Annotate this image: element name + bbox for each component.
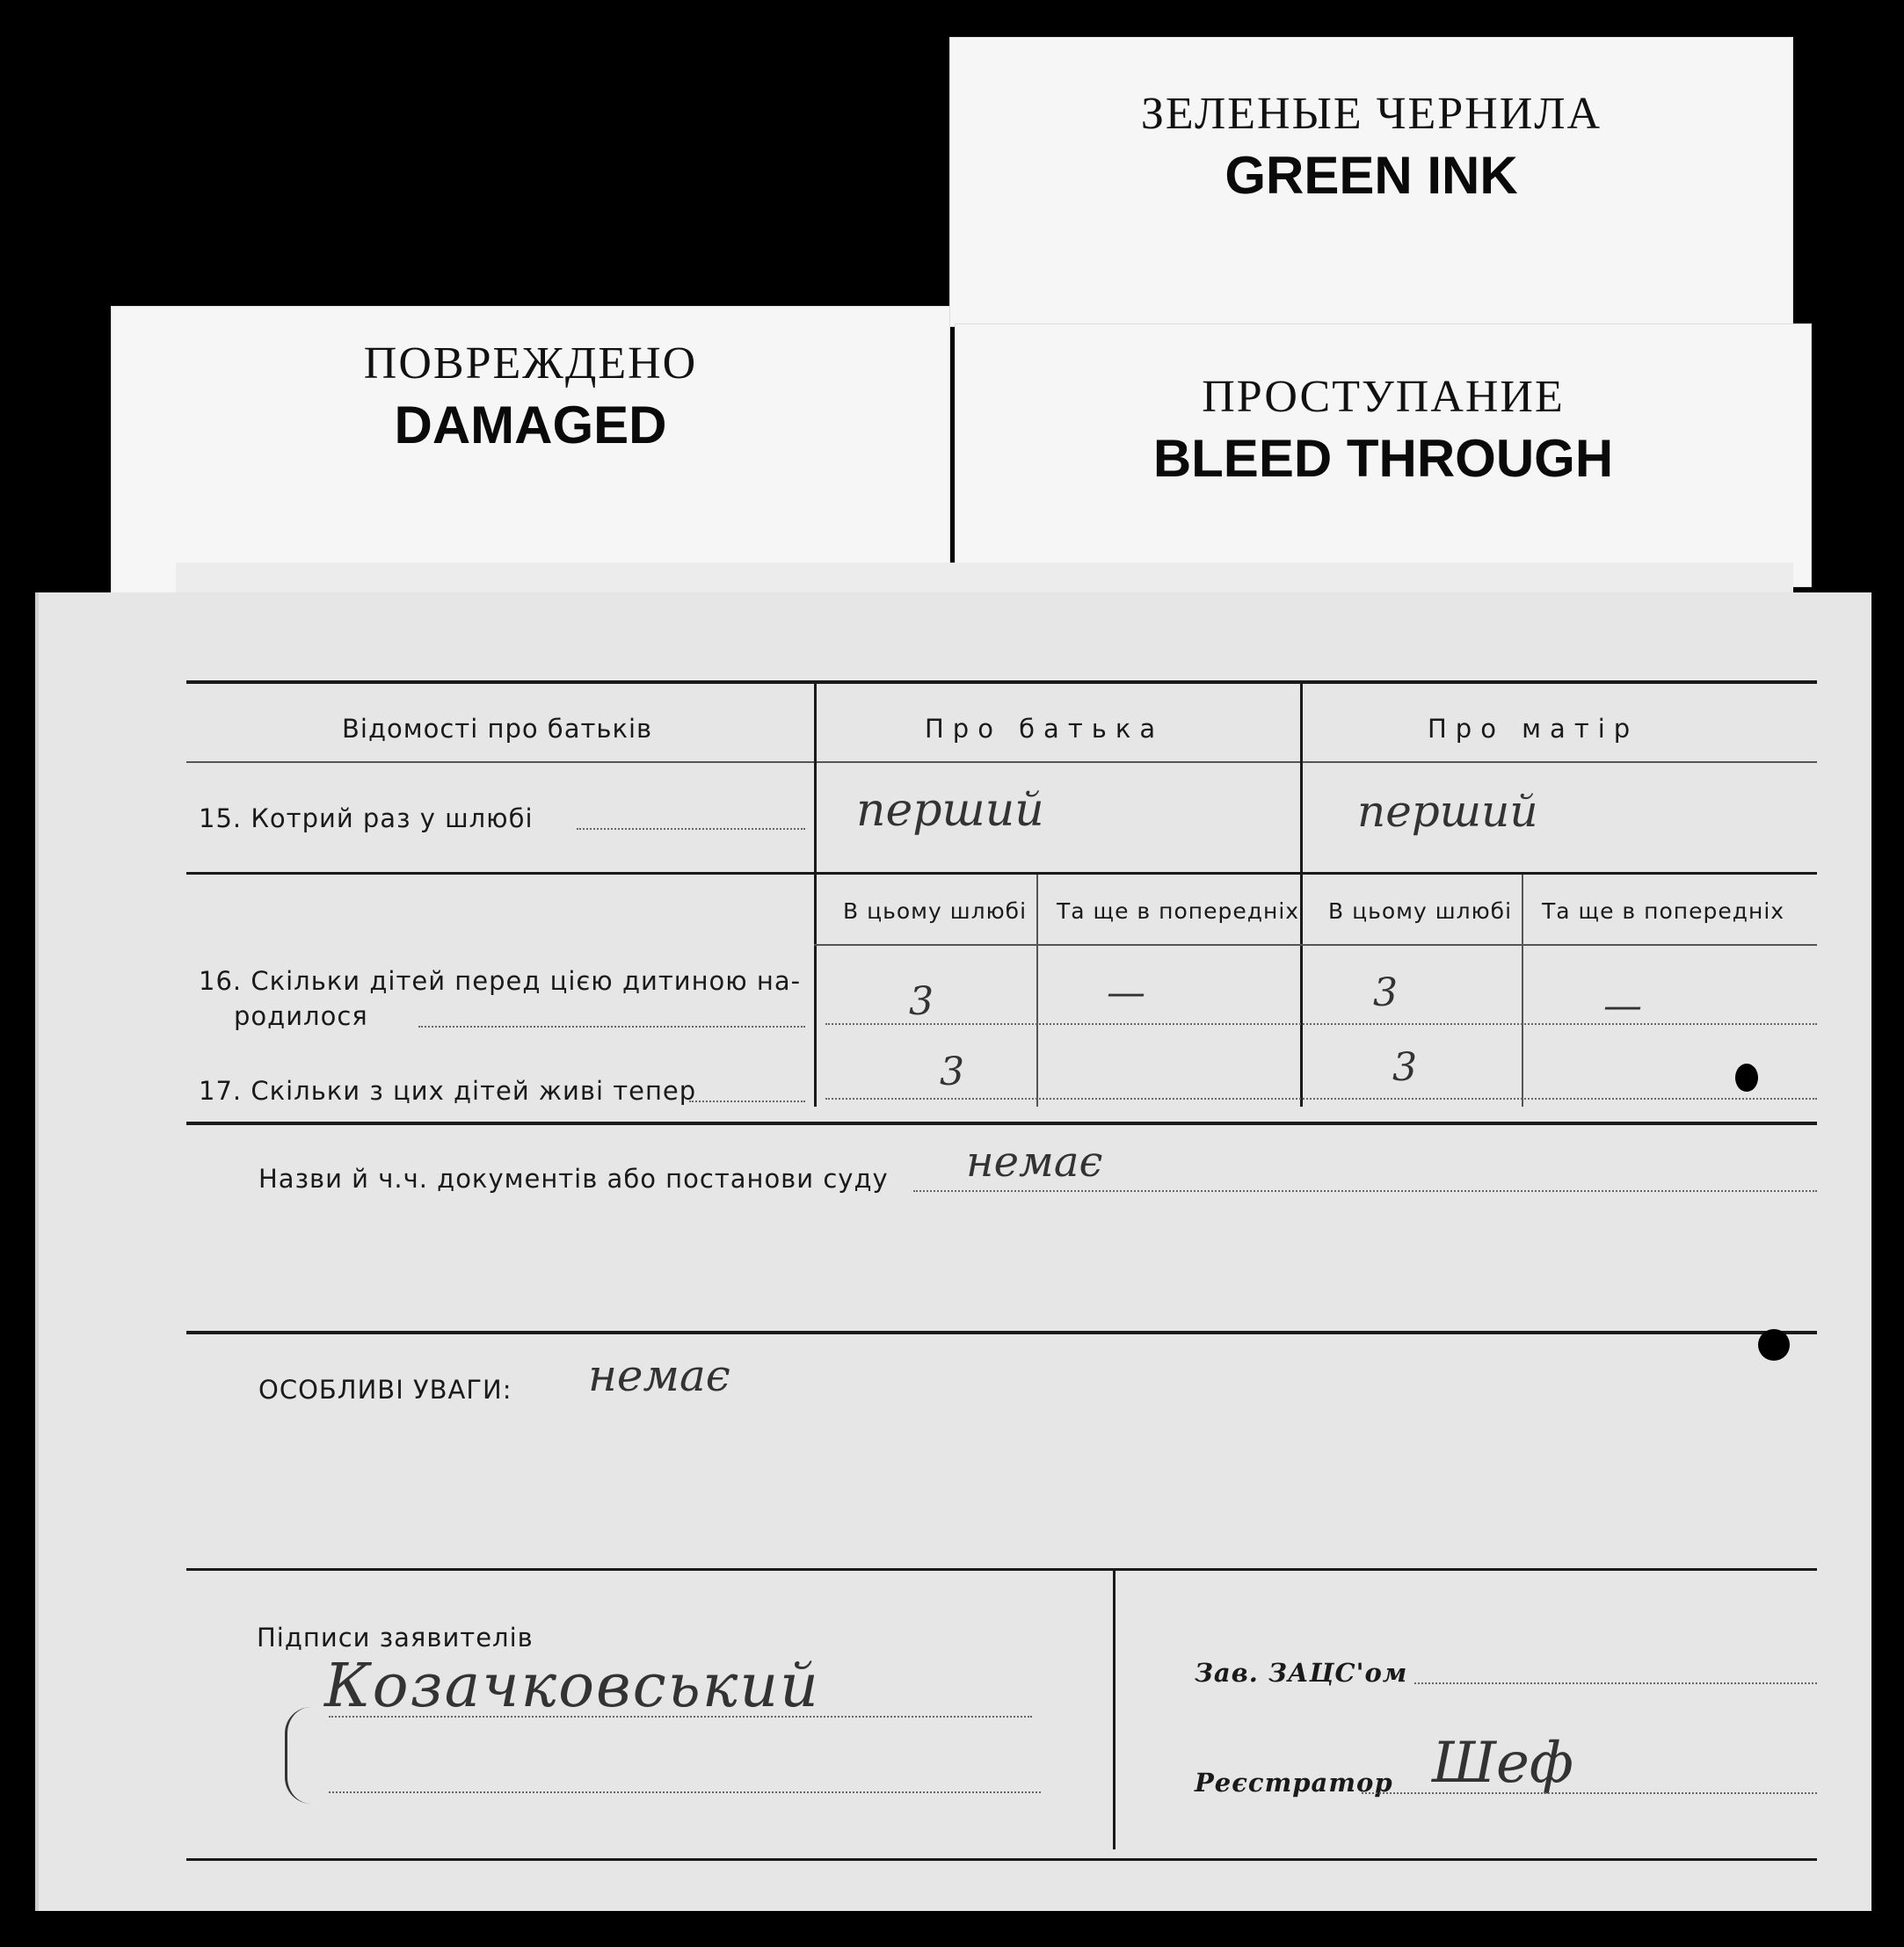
rule-header-bottom: [186, 761, 1817, 763]
damaged-en: DAMAGED: [394, 396, 667, 454]
signature-rule-2: [329, 1791, 1041, 1793]
header-mother: Про матір: [1428, 714, 1639, 744]
sub-father-this: В цьому шлюбі: [843, 898, 1028, 924]
documents-rule: [913, 1190, 1817, 1192]
header-parents-label: Відомості про батьків: [342, 714, 653, 744]
q16-leader: [418, 1026, 805, 1028]
q15-leader: [577, 828, 805, 830]
green-ink-ru: ЗЕЛЕНЫЕ ЧЕРНИЛА: [1140, 89, 1602, 139]
damaged-card: [111, 306, 950, 596]
rule-q17-bottom: [186, 1122, 1817, 1125]
rule-sub-bottom: [814, 944, 1817, 946]
remarks-label: ОСОБЛИВІ УВАГИ:: [258, 1375, 512, 1405]
registrar-rule: [1362, 1792, 1817, 1794]
q15-label: 15. Котрий раз у шлюбі: [199, 803, 534, 833]
q15-father-value: перший: [856, 784, 1044, 837]
rule-q15-bottom: [186, 872, 1817, 875]
vrule-mother-split: [1522, 874, 1523, 1107]
q16-mother-this: 3: [1373, 970, 1398, 1015]
documents-label: Назви й ч.ч. документів або постанови суду: [258, 1164, 889, 1194]
sub-mother-this: В цьому шлюбі: [1328, 898, 1513, 924]
bleed-through-ru: ПРОСТУПАНИЕ: [1202, 372, 1565, 422]
signature-rule-1: [329, 1716, 1032, 1718]
green-ink-card: [949, 37, 1793, 327]
vrule-father: [814, 680, 817, 1107]
registrar-signature: Шеф: [1432, 1731, 1573, 1796]
q17-leader: [689, 1101, 805, 1102]
vrule-mother: [1300, 680, 1303, 1107]
q17-label: 17. Скільки з цих дітей живі тепер: [199, 1076, 697, 1106]
vrule-signatures: [1113, 1570, 1116, 1849]
q16-value-rule: [825, 1023, 1817, 1025]
damage-hole: [1758, 1329, 1790, 1361]
vrule-father-split: [1036, 874, 1038, 1107]
q16-label-2: родилося: [234, 1001, 368, 1031]
signatures-label: Підписи заявителів: [257, 1623, 534, 1653]
head-rule: [1414, 1682, 1817, 1684]
green-ink-en: GREEN INK: [1225, 146, 1518, 205]
damage-hole: [1735, 1064, 1758, 1092]
documents-value: немає: [966, 1137, 1103, 1187]
damaged-ru: ПОВРЕЖДЕНО: [363, 338, 698, 389]
rule-signatures-top: [186, 1568, 1817, 1571]
q17-mother-this: 3: [1392, 1045, 1417, 1090]
bleed-through-en: BLEED THROUGH: [1152, 429, 1614, 488]
q16-label-1: 16. Скільки дітей перед цією дитиною на-: [199, 966, 802, 996]
register-form: [35, 592, 1871, 1911]
q17-father-this: 3: [940, 1050, 964, 1094]
remarks-value: немає: [588, 1350, 730, 1401]
q16-father-this: 3: [909, 979, 934, 1024]
applicant-signature: Козачковський: [324, 1652, 820, 1721]
q15-mother-value: перший: [1357, 786, 1538, 837]
bleed-through-card: [955, 323, 1812, 587]
q16-father-prev: —: [1107, 970, 1145, 1015]
rule-top: [186, 680, 1817, 684]
signature-brace: [285, 1707, 314, 1804]
sub-mother-prev: Та ще в попередніх: [1542, 898, 1785, 924]
header-father: Про батька: [925, 714, 1165, 744]
registrar-label: Реєстратор: [1195, 1768, 1393, 1798]
rule-bottom: [186, 1858, 1817, 1861]
head-label: Зав. ЗАЦС'ом: [1195, 1658, 1408, 1688]
rule-remarks-top: [186, 1331, 1817, 1334]
sub-father-prev: Та ще в попередніх: [1057, 898, 1300, 924]
q16-mother-prev: —: [1603, 984, 1642, 1028]
q17-value-rule: [825, 1098, 1817, 1100]
